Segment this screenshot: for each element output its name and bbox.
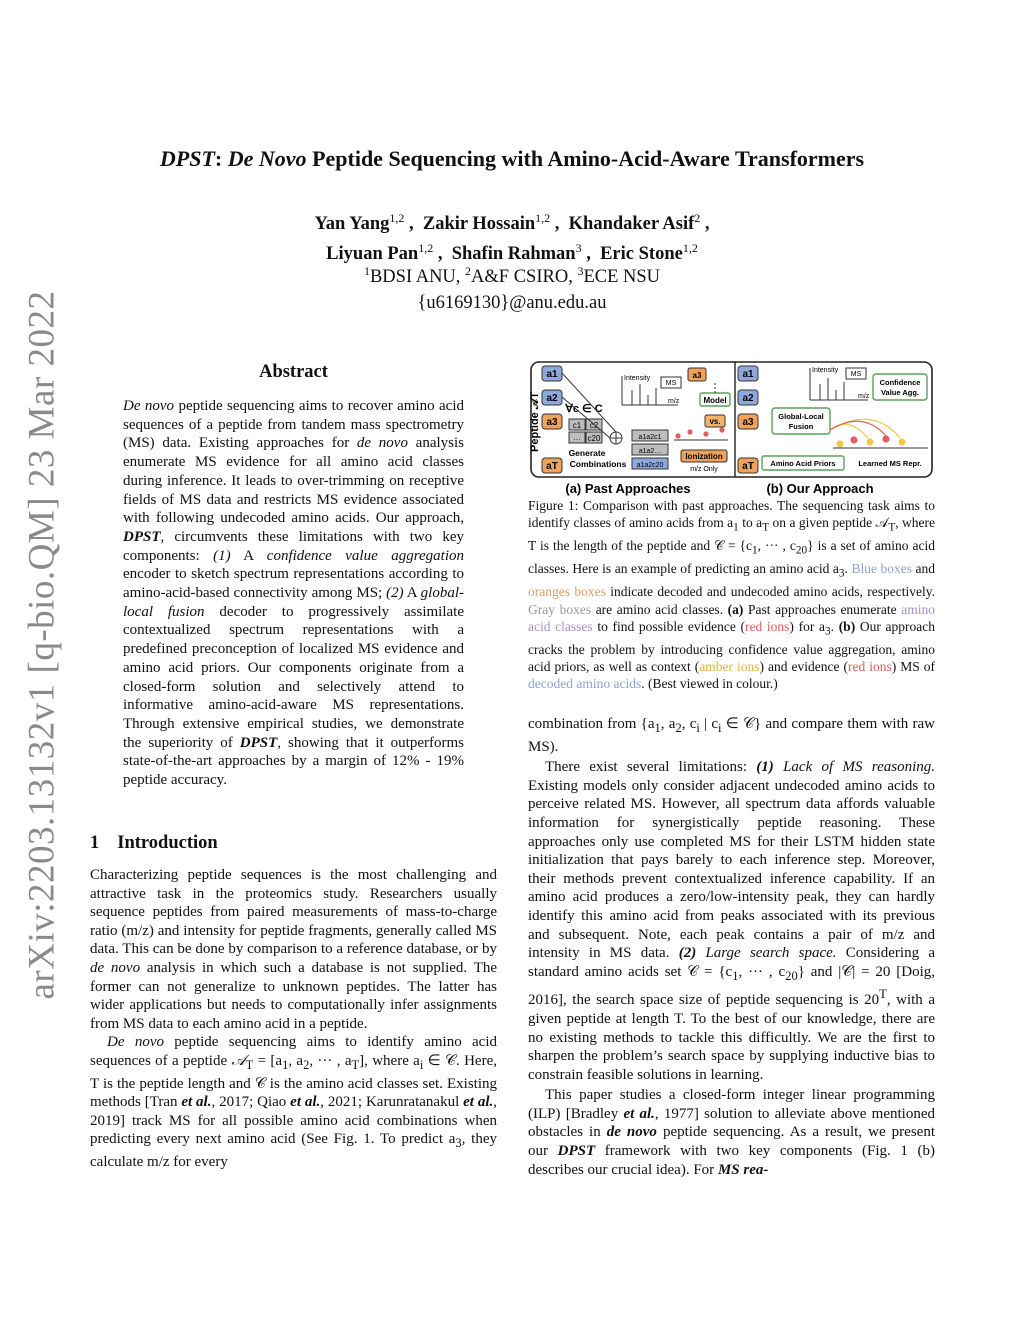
t: 2 — [303, 1057, 310, 1072]
intensity-label: Intensity — [624, 375, 651, 382]
t: combination from {a — [528, 716, 655, 732]
title-denovo: De Novo — [227, 146, 307, 171]
t: . — [830, 618, 839, 634]
t: red ions — [848, 659, 892, 675]
peptide-label: Peptide 𝒜T — [529, 392, 541, 452]
t: , 2019] track MS for all possible amino acid combinations when predicting every next amino acid (See Fig. 1. To predict a — [90, 1094, 497, 1148]
t: 3 — [838, 567, 845, 580]
t: ) MS of — [891, 659, 935, 675]
figure-1-diagram — [528, 360, 935, 498]
title-rest: Peptide Sequencing with Amino-Acid-Aware Transformers — [306, 146, 865, 171]
t: analysis in which such a database is not supplied. The former can not generalize to unknown peptides. The latter has wider applications but needs to computationally infer assignments from MS data to each amino acid in a peptide. — [90, 959, 497, 1032]
abs-t15: DPST — [239, 734, 278, 751]
author-line-2: Liyuan Pan$^{1,2}$ , Shafin Rahman$^3$ , Eric Stone$^{1,2}$ — [326, 241, 698, 265]
red-ion — [850, 436, 857, 443]
abs-t8: A — [230, 547, 267, 564]
red-ion — [719, 427, 724, 432]
t: Our approach cracks the problem by introducing confidence value aggregation, amino acid priors, as well as context ( — [528, 618, 936, 675]
box-a3-right-label: a3 — [742, 417, 754, 428]
t: (1) — [756, 759, 774, 776]
abs-t11: (2) — [386, 585, 404, 602]
t: Existing models only consider adjacent undecoded amino acids to perceive related MS. However, all spectrum data affords valuable information for synergistically peptide reasoning. These approaches only use completed MS for their LSTM hidden state initialization that pays barely to each inference step. Moreover, their methods prevent contextualized inference capability. If an amino acid produces a zero/low-intensity peak, they can hardly identify this amino acid from peaks associated with its previous and subsequent. Note, each peak contains a pair of m/z and intensity in MS data. — [528, 777, 935, 962]
t: There exist several limitations: — [545, 759, 757, 776]
t: are amino acid classes. — [591, 601, 728, 617]
t: ) and evidence ( — [759, 659, 848, 675]
intro-right-column — [528, 715, 935, 1179]
red-ion — [703, 431, 708, 436]
t: to a — [738, 515, 763, 531]
t: framework with two key components (Fig. 1 (b) describes our crucial idea). For — [528, 1143, 935, 1178]
t: T — [762, 521, 770, 534]
red-ion — [687, 429, 692, 434]
arxiv-sidebar — [12, 290, 72, 1000]
abs-t3: de novo — [356, 435, 408, 452]
t: De novo — [107, 1034, 164, 1051]
arxiv-id: arXiv:2203.13132v1 [q-bio.QM] 23 Mar 2022 — [21, 290, 63, 1000]
abs-t4: analysis enumerate MS evidence for all amino acid classes during inference. It leads to over-trimming on receptive fields of MS data and restricts MS evidence associated with following undecoded amino acids. Our approach, — [123, 435, 464, 527]
t: , a — [660, 716, 676, 732]
global-local-label: Global-Local — [778, 412, 824, 421]
t: i — [419, 1057, 424, 1072]
abs-t6: , circumvents these limitations with two key components: — [123, 528, 464, 564]
t: Large search space. — [696, 945, 837, 962]
red-ion — [675, 433, 680, 438]
affiliation-line — [0, 258, 1024, 290]
intro-paragraph-1 — [90, 866, 497, 1033]
t: T — [879, 987, 887, 1002]
abs-t1: De novo — [123, 398, 175, 414]
t: and — [911, 561, 935, 577]
t: , where T is the length of the peptide and 𝒞 = {c — [528, 515, 935, 554]
confidence-label: Confidence — [879, 378, 921, 387]
t: | c — [699, 716, 719, 732]
abs-t7: (1) — [213, 547, 231, 564]
author-name: Khandaker Asif — [568, 214, 695, 235]
figure-1 — [528, 360, 935, 498]
box-aT-left-label: aT — [546, 461, 558, 472]
title-colon: : — [214, 146, 228, 171]
title-dpst: DPST — [159, 146, 215, 171]
t: MS rea- — [717, 1161, 769, 1178]
t: 1 — [752, 544, 758, 557]
class-c2-label: c2 — [589, 421, 599, 430]
model-label: Model — [703, 396, 727, 405]
t: . (Best viewed in colour.) — [641, 676, 778, 692]
intro-left-column — [90, 866, 497, 1172]
author-name: Liyuan Pan — [326, 244, 419, 265]
abs-t16: , showing that it outperforms state-of-the-art approaches by a margin of 12% - 19% peptide accuracy. — [123, 734, 465, 789]
class-dots-label: … — [573, 433, 581, 442]
class-c20-label: c20 — [587, 434, 601, 443]
affil-sup: 1 — [363, 264, 370, 278]
t: i — [718, 721, 722, 735]
mz-only-label: m/z Only — [690, 466, 718, 473]
box-a2-left-label: a2 — [546, 393, 558, 404]
ms-tag-right-label: MS — [850, 371, 862, 378]
author-name: Shafin Rahman — [451, 244, 576, 265]
t: 𝒜 — [231, 1052, 246, 1069]
t: Considering a standard amino acids set 𝒞 = {c — [528, 945, 935, 980]
t: 1 — [282, 1057, 289, 1072]
t: , they calculate m/z for every — [90, 1131, 497, 1170]
t: 1 — [733, 521, 739, 534]
t: et al. — [623, 1105, 655, 1122]
box-a1-right-label: a1 — [742, 369, 754, 380]
affil-sup: 3 — [577, 264, 584, 278]
priors-label: Amino Acid Priors — [770, 459, 836, 468]
t: oranges boxes — [528, 584, 606, 600]
t: = [a — [253, 1052, 283, 1069]
t: Blue boxes — [851, 561, 912, 577]
class-c1-label: c1 — [572, 421, 582, 430]
t: , ··· , c — [738, 963, 786, 980]
section-heading-introduction — [90, 833, 218, 854]
t: decoded amino acids — [528, 676, 642, 692]
t: peptide sequencing. As a result, we present our — [528, 1124, 935, 1160]
author-name: Eric Stone — [600, 244, 683, 265]
right-paragraph-0 — [528, 715, 935, 756]
author-sup: 1,2 — [418, 241, 434, 256]
mz-label-right: m/z — [858, 393, 870, 400]
t: to find possible evidence ( — [592, 618, 745, 634]
red-ion — [882, 435, 889, 442]
t: 20 — [795, 544, 808, 557]
t: } is a set of amino acid classes. Here is an example of predicting an amino acid a — [528, 538, 935, 577]
box-aT-right-label: aT — [742, 461, 754, 472]
t: , c — [681, 716, 697, 732]
amber-ion — [866, 438, 873, 445]
author-sup: 3 — [575, 241, 582, 256]
combo-3-label: a1a2c20 — [636, 462, 664, 469]
intro-paragraph-2 — [90, 1033, 497, 1171]
vs-label: vs. — [709, 417, 721, 426]
t: red ions — [745, 618, 790, 634]
t: , a — [288, 1052, 304, 1069]
t: This paper studies a closed-form integer linear programming (ILP) [Bradley — [528, 1087, 935, 1122]
t: Past approaches enumerate — [743, 601, 902, 617]
ionization-label: Ionization — [685, 452, 723, 461]
section-number: 1 — [90, 833, 100, 853]
t: i — [696, 721, 700, 735]
box-a2-right-label: a2 — [742, 393, 754, 404]
t: ∈ 𝒞} and compare them with raw MS). — [528, 716, 935, 755]
generate-label: Generate — [568, 448, 606, 458]
t: ], where a — [359, 1052, 420, 1069]
forall-label: ∀c ∈ C — [565, 403, 603, 415]
combinations-label: Combinations — [569, 459, 627, 469]
t: et al. — [181, 1094, 212, 1111]
abs-t5: DPST — [123, 528, 161, 545]
abs-t9: confidence value aggregation — [266, 547, 464, 564]
t: ) for a — [789, 618, 825, 634]
value-agg-label: Value Agg. — [880, 388, 920, 397]
t: de novo — [606, 1124, 657, 1141]
t: Lack of MS reasoning. — [773, 759, 935, 776]
attention-arc — [830, 424, 868, 438]
t: amber ions — [699, 659, 760, 675]
section-title: Introduction — [117, 833, 218, 853]
t: } and |𝒞| = 20 [Doig, 2016], the search space size of peptide sequencing is 20 — [528, 963, 935, 1009]
t: , with a given peptide at length T. To the best of our knowledge, there are no existing methods to tackle this difficultly. We are the first to sharpen the problem’s search space by supplying inductive bias to constrain feasible solutions in learning. — [528, 992, 936, 1083]
t: T — [351, 1057, 360, 1072]
t: amino acid classes — [528, 601, 936, 634]
right-paragraph-2 — [528, 1086, 935, 1179]
t: et al. — [463, 1094, 494, 1111]
t: DPST — [557, 1143, 596, 1160]
abs-t14: decoder to progressively assimilate contextualized spectrum representations with a predefined preconception of localized MS evidence and amino acid priors. Our components originate from a closed-form solution and selectively attend to informative amino-acid-aware MS representations. Through extensive empirical studies, we demonstrate the superiority of — [123, 603, 464, 751]
t: 1 — [654, 721, 661, 735]
t: T — [888, 521, 896, 534]
t: , 1977] solution to alleviate above mentioned obstacles in — [528, 1105, 936, 1141]
t: et al. — [290, 1094, 321, 1111]
mz-label-left: m/z — [668, 398, 680, 405]
t: (a) — [727, 601, 744, 617]
affil-text: BDSI ANU, — [369, 267, 466, 288]
author-sup: 1,2 — [682, 241, 698, 256]
t: indicate decoded and undecoded amino acids, respectively. — [605, 584, 935, 600]
t: , 2017; Qiao — [211, 1094, 291, 1111]
author-name: Zakir Hossain — [422, 214, 536, 235]
t: peptide sequencing aims to identify amino acid sequences of a peptide — [90, 1034, 497, 1069]
t: , ··· , a — [309, 1052, 352, 1069]
affil-text: A&F CSIRO, — [471, 267, 578, 288]
abs-t10: encoder to sketch spectrum representations according to amino-acid-based connectivity among MS; — [123, 566, 464, 602]
email[interactable]: {u6169130}@anu.edu.au — [417, 293, 607, 314]
paper-title — [0, 146, 1024, 172]
t: Gray boxes — [528, 601, 592, 617]
intensity-label-right: Intensity — [812, 367, 839, 374]
t: 3 — [825, 625, 831, 638]
author-sup: 1,2 — [535, 211, 551, 225]
amber-ion — [836, 440, 843, 447]
author-sup: 1,2 — [389, 211, 405, 225]
learned-label: Learned MS Repr. — [858, 459, 922, 468]
t: Characterizing peptide sequences is the most challenging and attractive task in the proteomics study. Researchers usually sequence peptides from paired measurements of mass-to-charge ratio (m/z) and intensity for peptide fragments, generally called MS data. This can be done by comparison to a reference database, or by — [90, 867, 497, 958]
amber-ion — [898, 438, 905, 445]
abs-t13: global-local fusion — [123, 585, 464, 620]
t: Figure 1: Comparison with past approaches. The sequencing task aims to identify classes of amino acids from a — [528, 498, 935, 531]
affil-sup: 2 — [465, 264, 472, 278]
combo-1-label: a1a2c1 — [638, 434, 662, 441]
combo-2-label: a1a2… — [638, 448, 662, 455]
subcaption-b: (b) Our Approach — [766, 481, 874, 496]
fusion-label: Fusion — [788, 422, 814, 431]
t: on a given peptide 𝒜 — [769, 515, 889, 531]
subcaption-a: (a) Past Approaches — [565, 481, 691, 496]
affiliations — [0, 258, 1024, 316]
right-paragraph-1 — [528, 758, 935, 1084]
affil-text: ECE NSU — [583, 267, 661, 288]
abstract-body — [123, 397, 464, 790]
t: (2) — [678, 945, 697, 962]
t: 2 — [675, 721, 682, 735]
box-a1-left-label: a1 — [546, 369, 558, 380]
figure-caption — [528, 497, 935, 693]
box-a3-output-label: a3 — [692, 371, 702, 380]
abstract-heading: Abstract — [259, 362, 328, 382]
t: , ··· , c — [757, 538, 796, 554]
author-line-1: Yan Yang$^{1,2}$ , Zakir Hossain$^{1,2}$ , Khandaker Asif$^2$ , — [314, 211, 710, 235]
t: 1 — [732, 968, 739, 983]
t: . — [844, 561, 852, 577]
abs-t2: peptide sequencing aims to recover amino acid sequences of a peptide from tandem mass spectrometry (MS) data. Existing approaches for — [123, 398, 464, 452]
abs-t12: A — [403, 585, 421, 602]
t: de novo — [90, 959, 141, 976]
t: , 2021; Karunratanakul — [320, 1094, 464, 1111]
author-name: Yan Yang — [314, 214, 390, 235]
ms-tag-left-label: MS — [665, 380, 677, 387]
t: T — [245, 1057, 254, 1072]
t: ∈ 𝒞. Here, T is the peptide length and 𝒞 is the amino acid classes set. Existing methods [Tran — [90, 1052, 497, 1111]
t: (b) — [838, 618, 856, 634]
t: 3 — [455, 1136, 462, 1151]
author-sup: 2 — [694, 211, 701, 225]
t: 20 — [785, 968, 798, 983]
box-a3-left-label: a3 — [546, 417, 558, 428]
